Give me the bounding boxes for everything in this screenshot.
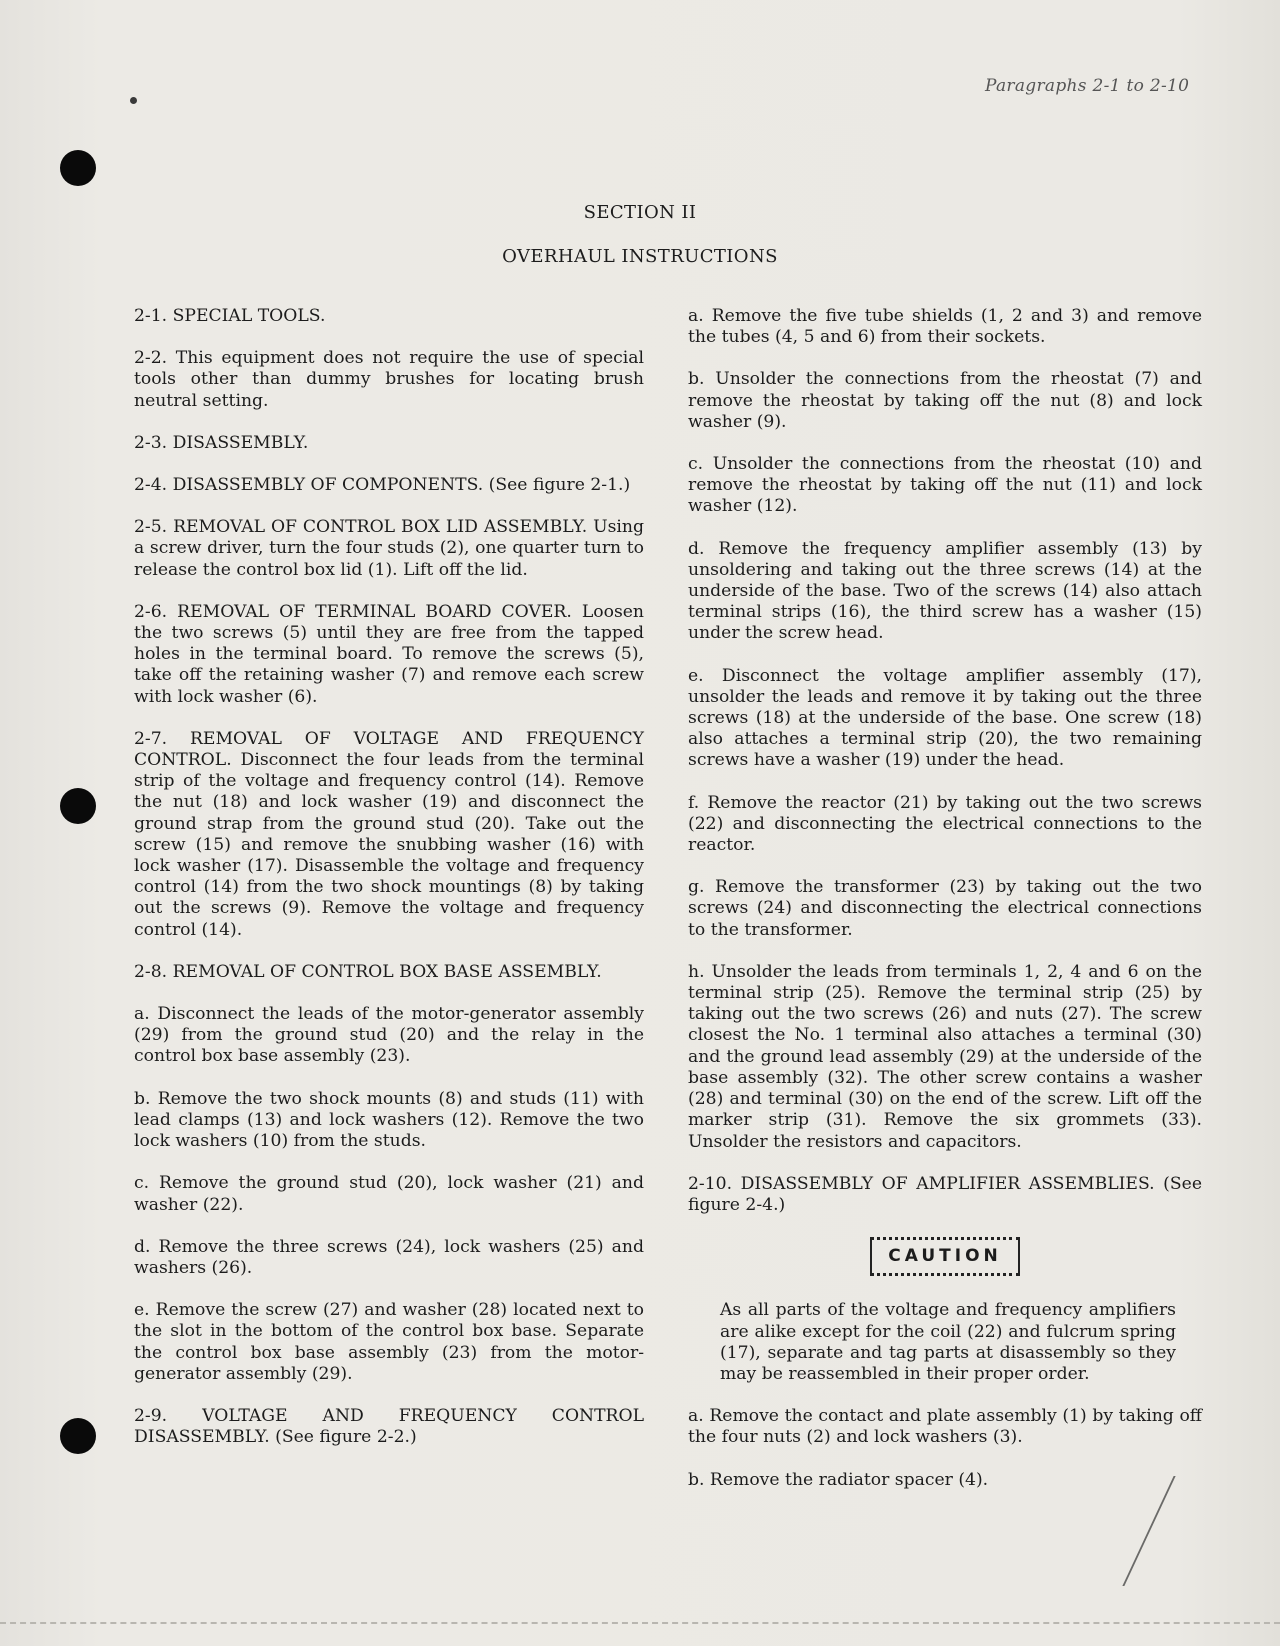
paragraph: e. Disconnect the voltage amplifier assembly (17), unsolder the leads and remove it by taking out the three screws (18) at the underside of the base. One screw (18) also attaches a terminal strip (20), the two remaining screws have a washer (19) under the head.	[688, 665, 1202, 771]
header-reference: Paragraphs 2-1 to 2-10	[985, 76, 1190, 96]
paragraph: a. Disconnect the leads of the motor-generator assembly (29) from the ground stud (20) and the relay in the control box base assembly (23).	[134, 1004, 644, 1067]
paragraph: 2-7. REMOVAL OF VOLTAGE AND FREQUENCY CONTROL. Disconnect the four leads from the terminal strip of the voltage and frequency control (14). Remove the nut (18) and lock washer (19) and disconnect the ground strap from the ground stud (20). Take out the screw (15) and remove the snubbing washer (16) with lock washer (17). Disassemble the voltage and frequency control (14) from the two shock mountings (8) by taking out the screws (9). Remove the voltage and frequency control (14).	[134, 728, 644, 940]
paragraph: f. Remove the reactor (21) by taking out the two screws (22) and disconnecting the electrical connections to the reactor.	[688, 792, 1202, 856]
paragraph: 2-10. DISASSEMBLY OF AMPLIFIER ASSEMBLIES. (See figure 2-4.)	[688, 1173, 1202, 1215]
left-column	[134, 306, 644, 1469]
binder-hole	[60, 788, 96, 824]
paragraph: c. Remove the ground stud (20), lock washer (21) and washer (22).	[134, 1173, 644, 1215]
paragraph: 2-8. REMOVAL OF CONTROL BOX BASE ASSEMBLY.	[134, 961, 602, 982]
caution-box	[688, 1237, 1202, 1276]
paper-speck	[130, 97, 137, 104]
paragraph: a. Remove the contact and plate assembly (1) by taking off the four nuts (2) and lock washers (3).	[688, 1406, 1202, 1448]
paragraph: 2-3. DISASSEMBLY.	[134, 432, 309, 453]
caution-text: As all parts of the voltage and frequency amplifiers are alike except for the coil (22) and fulcrum spring (17), separate and tag parts at disassembly so they may be reassembled in their proper order.	[720, 1300, 1176, 1384]
paragraph: h. Unsolder the leads from terminals 1, 2, 4 and 6 on the terminal strip (25). Remove the terminal strip (25) by taking out the two screws (26) and nuts (27). The screw closest the No. 1 terminal also attaches a terminal (30) and the ground lead assembly (29) at the underside of the base assembly (32). The other screw contains a washer (28) and terminal (30) on the end of the screw. Lift off the marker strip (31). Remove the six grommets (33). Unsolder the resistors and capacitors.	[688, 961, 1202, 1152]
section-title: SECTION II	[583, 202, 697, 223]
paragraph: b. Remove the radiator spacer (4).	[688, 1469, 989, 1490]
section-subtitle: OVERHAUL INSTRUCTIONS	[502, 246, 778, 267]
binder-hole	[60, 1418, 96, 1454]
binder-hole	[60, 150, 96, 186]
paragraph: 2-2. This equipment does not require the use of special tools other than dummy brushes for locating brush neutral setting.	[134, 348, 644, 411]
paragraph: 2-6. REMOVAL OF TERMINAL BOARD COVER. Loosen the two screws (5) until they are free from the tapped holes in the terminal board. To remove the screws (5), take off the retaining washer (7) and remove each screw with lock washer (6).	[134, 601, 644, 707]
paragraph: d. Remove the frequency amplifier assembly (13) by unsoldering and taking out the three screws (14) at the underside of the base. Two of the screws (14) also attach terminal strips (16), the third screw has a washer (15) under the screw head.	[688, 538, 1202, 644]
paragraph: a. Remove the five tube shields (1, 2 and 3) and remove the tubes (4, 5 and 6) from their sockets.	[688, 306, 1202, 348]
paragraph: c. Unsolder the connections from the rheostat (10) and remove the rheostat by taking off the nut (11) and lock washer (12).	[688, 454, 1202, 517]
paragraph: 2-5. REMOVAL OF CONTROL BOX LID ASSEMBLY. Using a screw driver, turn the four studs (2), one quarter turn to release the control box lid (1). Lift off the lid.	[134, 517, 644, 580]
paragraph: b. Unsolder the connections from the rheostat (7) and remove the rheostat by taking off the nut (8) and lock washer (9).	[688, 369, 1202, 432]
paragraph: b. Remove the two shock mounts (8) and studs (11) with lead clamps (13) and lock washers (12). Remove the two lock washers (10) from the studs.	[134, 1088, 644, 1152]
paragraph: d. Remove the three screws (24), lock washers (25) and washers (26).	[134, 1236, 644, 1278]
paragraph: e. Remove the screw (27) and washer (28) located next to the slot in the bottom of the control box base. Separate the control box base assembly (23) from the motor-generator assembly (29).	[134, 1300, 644, 1384]
right-column	[688, 306, 1202, 1512]
scan-bottom-edge	[0, 1622, 1280, 1624]
paragraph: 2-9. VOLTAGE AND FREQUENCY CONTROL DISASSEMBLY. (See figure 2-2.)	[134, 1405, 644, 1448]
paragraph: 2-1. SPECIAL TOOLS.	[134, 306, 326, 326]
paragraph: g. Remove the transformer (23) by taking out the two screws (24) and disconnecting the electrical connections to the transformer.	[688, 877, 1202, 940]
caution-label: CAUTION	[870, 1237, 1020, 1276]
paragraph: 2-4. DISASSEMBLY OF COMPONENTS. (See figure 2-1.)	[134, 475, 631, 496]
